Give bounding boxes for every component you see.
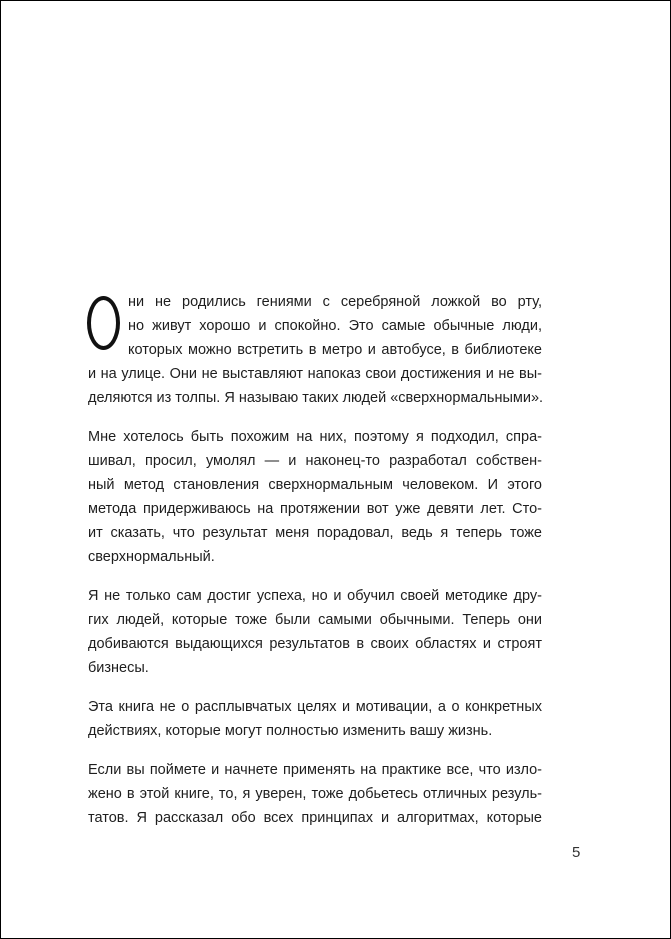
text-line: действиях, которые могут полностью изменить вашу жизнь.	[88, 723, 493, 739]
text-line: татов. Я рассказал обо всех принципах и алгоритмах, которые	[88, 810, 542, 826]
text-line: жено в этой книге, то, я уверен, тоже добьетесь отличных резуль-	[88, 786, 542, 802]
text-line: ни не родились гениями с серебряной ложкой во рту,	[128, 294, 542, 310]
page-number: 5	[572, 844, 581, 861]
text-line: добиваются выдающихся результатов в своих областях и строят	[88, 636, 542, 652]
text-line: и на улице. Они не выставляют напоказ свои достижения и не вы-	[88, 366, 542, 382]
paragraph-2	[88, 425, 542, 569]
text-line: шивал, просил, умолял — и наконец-то разработал собствен-	[88, 453, 542, 469]
paragraph-5	[88, 758, 542, 830]
text-line: метода придерживаюсь на протяжении вот уже девяти лет. Сто-	[88, 501, 542, 517]
text-line: Если вы поймете и начнете применять на практике все, что изло-	[88, 762, 542, 778]
body-text	[88, 290, 542, 845]
text-line: бизнесы.	[88, 660, 149, 676]
text-line: гих людей, которые тоже были самыми обычными. Теперь они	[88, 612, 542, 628]
paragraph-3	[88, 584, 542, 680]
text-line: ит сказать, что результат меня порадовал, ведь я теперь тоже	[88, 525, 542, 541]
text-line: Мне хотелось быть похожим на них, поэтому я подходил, спра-	[88, 429, 542, 445]
text-line: но живут хорошо и спокойно. Это самые обычные люди,	[128, 318, 542, 334]
paragraph-1	[88, 290, 542, 410]
text-line: деляются из толпы. Я называю таких людей «сверхнормальными».	[88, 390, 544, 406]
text-line: Эта книга не о расплывчатых целях и мотивации, а о конкретных	[88, 699, 542, 715]
text-line: сверхнормальный.	[88, 549, 215, 565]
text-line: Я не только сам достиг успеха, но и обучил своей методике дру-	[88, 588, 542, 604]
paragraph-4	[88, 695, 542, 743]
text-line: которых можно встретить в метро и автобусе, в библиотеке	[128, 342, 542, 358]
dropcap-letter-o	[87, 296, 120, 350]
text-line: ный метод становления сверхнормальным человеком. И этого	[88, 477, 542, 493]
